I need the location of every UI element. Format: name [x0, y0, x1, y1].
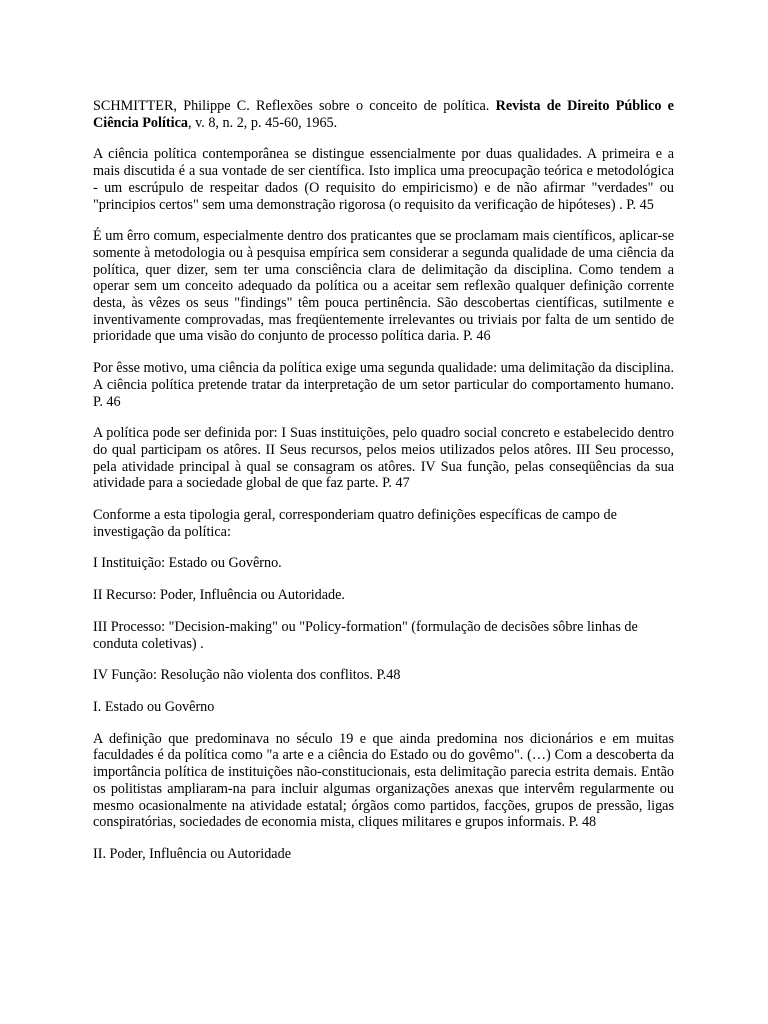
paragraph-state: A definição que predominava no século 19 e que ainda predomina nos dicionários e em muitas faculdades é da política como "a arte e a ciência do Estado ou do govêmo". (…) Com a descoberta da importância política de instituições não-constitucionais, esta delimitação parecia estrita demais. Então os politistas ampliaram-na para incluir algumas organizações anexas que intervêm regularmente ou mesmo ocasionalmente na atividade estatal; órgãos como partidos, facções, grupos de pressão, ligas conspiratórias, sociedades de economia mista, cliques militares e grupos informais. P. 48 [93, 730, 674, 831]
paragraph-second-quality: Por êsse motivo, uma ciência da política exige uma segunda qualidade: uma delimitação da disciplina. A ciência política pretende tratar da interpretação de um setor particular do comportamento humano. P. 46 [93, 360, 674, 410]
citation [93, 98, 674, 131]
section-heading-state: I. Estado ou Govêrno [93, 698, 215, 715]
list-item-function: IV Função: Resolução não violenta dos conflitos. P.48 [93, 667, 401, 684]
citation-author: SCHMITTER, Philippe C. Reflexões sobre o conceito de política. [93, 98, 490, 114]
paragraph-definition: A política pode ser definida por: I Suas instituições, pelo quadro social concreto e estabelecido dentro do qual participam os atôres. II Seus recursos, pelos meios utilizados pelos atôres. III Seu processo, pela atividade principal à qual se consagram os atôres. IV Sua função, pelas conseqüências da sua atividade para a sociedade global de que faz parte. P. 47 [93, 425, 674, 492]
document-page [93, 98, 674, 878]
paragraph-intro: A ciência política contemporânea se distingue essencialmente por duas qualidades. A primeira e a mais discutida é a sua vontade de ser científica. Isto implica uma preocupação teórica e metodológica - um escrúpulo de respeitar dados (O requisito do empiricismo) e de não afirmar "verdades" ou "principios certos" sem uma demonstração rigorosa (o requisito da verificação de hipóteses) . P. 45 [93, 146, 674, 213]
paragraph-common-error: É um êrro comum, especialmente dentro dos praticantes que se proclamam mais científicos, aplicar-se somente à metodologia ou à pesquisa empírica sem considerar a segunda qualidade de uma ciência da política, quer dizer, sem ter uma consciência clara de delimitação da disciplina. Como tendem a operar sem um conceito adequado da política ou a aceitar sem reflexão qualquer definição corrente desta, às vêzes os seus "findings" têm pouca pertinência. São descobertas científicas, sutilmente e inventivamente comprovadas, mas freqüentemente irrelevantes ou triviais por falta de um sentido de prioridade que uma visão do conjunto de processo política daria. P. 46 [93, 228, 674, 345]
list-item-resource: II Recurso: Poder, Influência ou Autoridade. [93, 587, 345, 604]
list-item-process: III Processo: "Decision-making" ou "Policy-formation" (formulação de decisões sôbre linhas de conduta coletivas) . [93, 618, 638, 652]
citation-journal: Revista de Direito Público e Ciência Política [93, 98, 674, 131]
section-heading-power: II. Poder, Influência ou Autoridade [93, 845, 291, 862]
list-item-institution: I Instituição: Estado ou Govêrno. [93, 555, 282, 572]
citation-details: , v. 8, n. 2, p. 45-60, 1965. [187, 114, 338, 131]
paragraph-typology: Conforme a esta tipologia geral, corresponderiam quatro definições específicas de campo de investigação da política: [93, 507, 617, 540]
